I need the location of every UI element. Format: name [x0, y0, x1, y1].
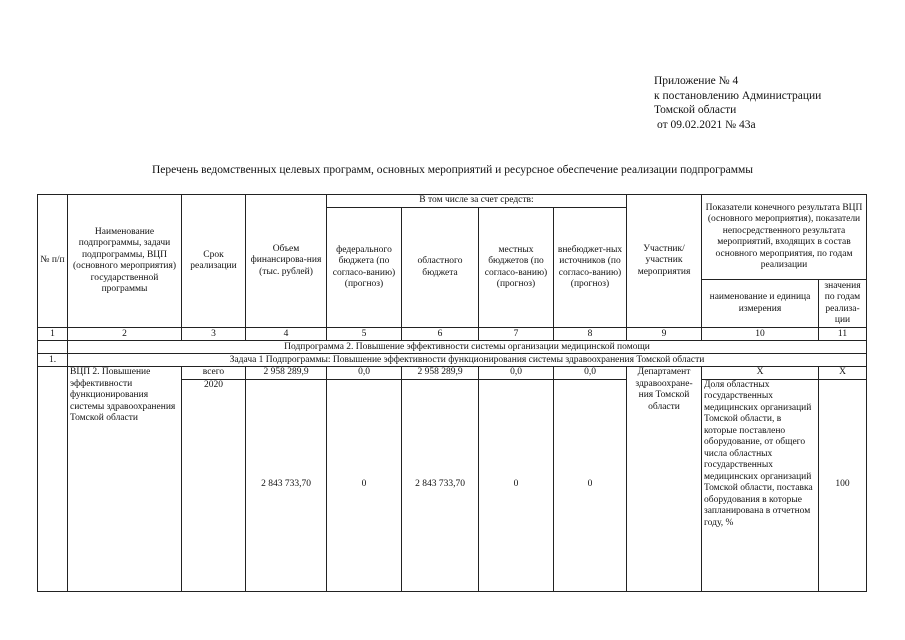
col-number: 9	[627, 328, 702, 341]
header-indicator-values: значения по годам реализа-ции	[819, 280, 867, 328]
vcp-2020-offbudget: 0	[554, 379, 627, 591]
vcp-2020-indicator-value: 100	[819, 379, 867, 591]
header-federal: федерального бюджета (по согласо-ванию) (прогноз)	[327, 208, 402, 328]
header-term: Срок реализации	[182, 195, 246, 328]
vcp-total-row	[38, 367, 867, 380]
column-numbers-row	[38, 328, 867, 341]
header-participant: Участник/ участник мероприятия	[627, 195, 702, 328]
appendix-line-4: от 09.02.2021 № 43а	[657, 118, 756, 131]
header-local: местных бюджетов (по согласо-ванию) (прогноз)	[479, 208, 554, 328]
vcp-total-volume: 2 958 289,9	[246, 367, 327, 380]
vcp-2020-local: 0	[479, 379, 554, 591]
col-number: 10	[702, 328, 819, 341]
header-offbudget: внебюджет-ных источников (по согласо-ванию) (прогноз)	[554, 208, 627, 328]
vcp-2020-volume: 2 843 733,70	[246, 379, 327, 591]
header-including: В том числе за счет средств:	[327, 195, 627, 208]
vcp-total-local: 0,0	[479, 367, 554, 380]
task-row	[38, 354, 867, 367]
vcp-2020-indicator-name: Доля областных государственных медицинских организаций Томской области, в которые поставлено оборудование, от общего числа областных государственных медицинских организаций Томской области, поставка оборудования в которые запланирована в отчетном году, %	[702, 379, 819, 591]
vcp-2020-regional: 2 843 733,70	[402, 379, 479, 591]
program-table	[37, 194, 867, 592]
header-indicator-name: наименование и единица измерения	[702, 280, 819, 328]
appendix-line-2: к постановлению Администрации	[654, 89, 822, 102]
col-number: 2	[68, 328, 182, 341]
task-num: 1.	[38, 354, 68, 367]
vcp-total-offbudget: 0,0	[554, 367, 627, 380]
subprogram-row	[38, 341, 867, 354]
vcp-total-indicator-name: Х	[702, 367, 819, 380]
header-volume: Объем финансирова-ния (тыс. рублей)	[246, 195, 327, 328]
vcp-total-federal: 0,0	[327, 367, 402, 380]
col-number: 5	[327, 328, 402, 341]
col-number: 7	[479, 328, 554, 341]
vcp-total-regional: 2 958 289,9	[402, 367, 479, 380]
vcp-participant: Департамент здравоохране-ния Томской области	[627, 367, 702, 592]
header-indicators: Показатели конечного результата ВЦП (основного мероприятия), показатели непосредственного результата мероприятий, входящих в состав основного мероприятия, по годам реализации	[702, 195, 867, 280]
vcp-total-term: всего	[182, 367, 246, 380]
appendix-line-3: Томской области	[654, 104, 737, 116]
col-number: 6	[402, 328, 479, 341]
subprogram-title: Подпрограмма 2. Повышение эффективности системы организации медицинской помощи	[68, 341, 867, 354]
vcp-total-indicator-value: Х	[819, 367, 867, 380]
task-title: Задача 1 Подпрограммы: Повышение эффективности функционирования системы здравоохранения Томской области	[68, 354, 867, 367]
col-number: 11	[819, 328, 867, 341]
col-number: 1	[38, 328, 68, 341]
col-number: 3	[182, 328, 246, 341]
col-number: 8	[554, 328, 627, 341]
appendix-line-1: Приложение № 4	[654, 75, 739, 87]
header-num: № п/п	[38, 195, 68, 328]
appendix-block	[654, 74, 821, 132]
document-title: Перечень ведомственных целевых программ, основных мероприятий и ресурсное обеспечение реализации подпрограммы	[151, 164, 754, 176]
header-regional: областного бюджета	[402, 208, 479, 328]
col-number: 4	[246, 328, 327, 341]
vcp-2020-federal: 0	[327, 379, 402, 591]
vcp-name: ВЦП 2. Повышение эффективности функционирования системы здравоохранения Томской области	[68, 367, 182, 592]
header-name: Наименование подпрограммы, задачи подпрограммы, ВЦП (основного мероприятия) государственной программы	[68, 195, 182, 328]
vcp-2020-term: 2020	[182, 379, 246, 591]
